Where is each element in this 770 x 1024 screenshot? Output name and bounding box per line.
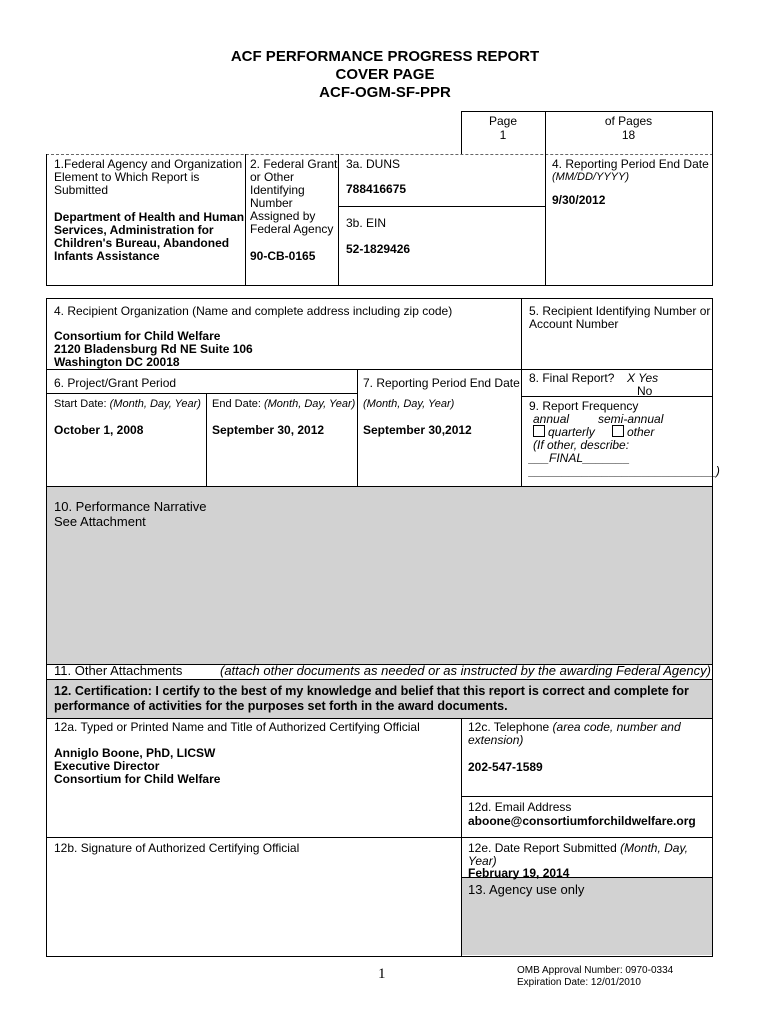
signature-label: 12b. Signature of Authorized Certifying Official bbox=[54, 841, 300, 855]
rule bbox=[46, 298, 713, 299]
agency-value: Infants Assistance bbox=[54, 249, 160, 263]
of-pages-value: 18 bbox=[621, 128, 636, 142]
recipient-id-label: Account Number bbox=[529, 317, 619, 331]
omb-number: OMB Approval Number: 0970-0334 bbox=[517, 965, 674, 976]
end-date-hint: (Month, Day, Year) bbox=[263, 398, 356, 410]
official-title: Executive Director bbox=[54, 759, 160, 773]
agency-use-label: 13. Agency use only bbox=[468, 882, 585, 897]
official-name: Anniglo Boone, PhD, LICSW bbox=[54, 746, 216, 760]
rule bbox=[46, 718, 713, 719]
page-number: 1 bbox=[378, 966, 386, 982]
official-org: Consortium for Child Welfare bbox=[54, 772, 221, 786]
telephone-label: 12c. Telephone bbox=[468, 720, 550, 734]
certification-line: 12. Certification: I certify to the best of my knowledge and belief that this report is correct and complete for bbox=[54, 684, 689, 698]
end-date-label bbox=[212, 398, 355, 411]
rule bbox=[46, 154, 713, 155]
rule bbox=[46, 298, 47, 956]
frequency-if-other: (If other, describe: bbox=[533, 438, 630, 452]
grant-label: 2. Federal Grant bbox=[250, 157, 338, 171]
rep-end-value: September 30,2012 bbox=[363, 423, 472, 437]
official-label: 12a. Typed or Printed Name and Title of Authorized Certifying Official bbox=[54, 720, 420, 734]
rule bbox=[46, 393, 357, 394]
other-checkbox[interactable] bbox=[612, 425, 624, 437]
date-submitted-label-line bbox=[468, 841, 688, 855]
quarterly-label: quarterly bbox=[548, 425, 595, 439]
period-end-label: 4. Reporting Period End Date bbox=[552, 157, 709, 171]
recipient-label: 4. Recipient Organization (Name and complete address including zip code) bbox=[54, 304, 453, 318]
rule bbox=[521, 298, 522, 486]
final-report-yes bbox=[627, 371, 658, 385]
rule bbox=[46, 679, 713, 680]
attachments-label: 11. Other Attachments bbox=[54, 663, 183, 678]
rule bbox=[338, 206, 545, 207]
page-value: 1 bbox=[499, 128, 507, 142]
date-submitted-label: 12e. Date Report Submitted bbox=[468, 841, 617, 855]
duns-value: 788416675 bbox=[346, 182, 407, 196]
frequency-annual: annual bbox=[533, 412, 570, 426]
narrative-label: 10. Performance Narrative bbox=[54, 499, 207, 514]
frequency-close: ____________________________) bbox=[529, 464, 720, 478]
frequency-label: 9. Report Frequency bbox=[529, 399, 639, 413]
agency-label: Element to Which Report is bbox=[54, 170, 200, 184]
rule bbox=[46, 154, 47, 285]
rep-end-hint: (Month, Day, Year) bbox=[363, 398, 455, 410]
date-submitted-value: February 19, 2014 bbox=[468, 866, 570, 880]
frequency-semi-annual: semi-annual bbox=[598, 412, 664, 426]
rule bbox=[46, 956, 713, 957]
recipient-address: Washington DC 20018 bbox=[54, 355, 180, 369]
grant-number: 90-CB-0165 bbox=[250, 249, 316, 263]
rep-end-label: 7. Reporting Period End Date bbox=[363, 376, 520, 390]
final-report-no: No bbox=[637, 384, 653, 398]
start-date-hint: (Month, Day, Year) bbox=[109, 398, 201, 410]
grant-label: or Other bbox=[250, 170, 295, 184]
end-date-value: September 30, 2012 bbox=[212, 423, 325, 437]
telephone-hint: (area code, number and bbox=[552, 720, 681, 734]
ein-value: 52-1829426 bbox=[346, 242, 411, 256]
agency-value: Services, Administration for bbox=[54, 223, 214, 237]
grant-label: Assigned by bbox=[250, 209, 316, 223]
recipient-name: Consortium for Child Welfare bbox=[54, 329, 221, 343]
date-submitted-hint: Year) bbox=[468, 854, 497, 868]
duns-label: 3a. DUNS bbox=[346, 157, 401, 171]
rule bbox=[46, 486, 713, 487]
page-label: Page bbox=[488, 114, 518, 128]
period-end-format: (MM/DD/YYYY) bbox=[552, 171, 629, 183]
telephone-hint: extension) bbox=[468, 733, 524, 747]
start-date-label-text: Start Date: bbox=[54, 398, 107, 410]
certification-line: performance of activities for the purposes set forth in the award documents. bbox=[54, 699, 508, 713]
telephone-value: 202-547-1589 bbox=[468, 760, 543, 774]
frequency-final: ___FINAL_______ bbox=[529, 451, 630, 465]
start-date-label bbox=[54, 398, 201, 411]
of-pages-label: of Pages bbox=[604, 114, 653, 128]
rule bbox=[338, 154, 339, 285]
period-end-value: 9/30/2012 bbox=[552, 193, 606, 207]
agency-label: 1.Federal Agency and Organization bbox=[54, 157, 243, 171]
start-date-value: October 1, 2008 bbox=[54, 423, 144, 437]
grant-label: Number bbox=[250, 196, 293, 210]
rule bbox=[46, 837, 713, 838]
agency-label: Submitted bbox=[54, 183, 109, 197]
frequency-other-option[interactable] bbox=[612, 425, 654, 439]
form-subtitle: COVER PAGE bbox=[335, 66, 435, 83]
ein-label: 3b. EIN bbox=[346, 216, 387, 230]
grant-label: Identifying bbox=[250, 183, 305, 197]
email-label: 12d. Email Address bbox=[468, 800, 572, 814]
form-title: ACF PERFORMANCE PROGRESS REPORT bbox=[230, 48, 540, 65]
frequency-quarterly-option[interactable] bbox=[533, 425, 595, 439]
rule bbox=[712, 111, 713, 154]
rule bbox=[461, 796, 713, 797]
agency-value: Department of Health and Human bbox=[54, 210, 245, 224]
final-report-yes-mark: X bbox=[627, 371, 636, 385]
recipient-id-label: 5. Recipient Identifying Number or bbox=[529, 304, 711, 318]
final-report-yes-label: Yes bbox=[638, 371, 659, 385]
rule bbox=[245, 154, 246, 285]
quarterly-checkbox[interactable] bbox=[533, 425, 545, 437]
telephone-label-line bbox=[468, 720, 681, 734]
final-report-label: 8. Final Report? bbox=[529, 371, 615, 385]
end-date-label-text: End Date: bbox=[212, 398, 261, 410]
rule bbox=[206, 393, 207, 486]
attachments-note: (attach other documents as needed or as instructed by the awarding Federal Agency) bbox=[220, 663, 711, 678]
rule bbox=[461, 111, 713, 112]
date-submitted-hint: (Month, Day, bbox=[620, 841, 688, 855]
expiration-date: Expiration Date: 12/01/2010 bbox=[517, 977, 641, 988]
narrative-value: See Attachment bbox=[54, 514, 146, 529]
rule bbox=[712, 154, 713, 285]
rule bbox=[521, 396, 713, 397]
recipient-address: 2120 Bladensburg Rd NE Suite 106 bbox=[54, 342, 253, 356]
email-value: aboone@consortiumforchildwelfare.org bbox=[468, 814, 696, 828]
rule bbox=[46, 285, 713, 286]
rule bbox=[357, 369, 358, 486]
rule bbox=[46, 369, 713, 370]
grant-label: Federal Agency bbox=[250, 222, 334, 236]
rule bbox=[545, 154, 546, 285]
other-label: other bbox=[627, 425, 655, 439]
agency-value: Children's Bureau, Abandoned bbox=[54, 236, 230, 250]
grant-period-label: 6. Project/Grant Period bbox=[54, 376, 177, 390]
form-code: ACF-OGM-SF-PPR bbox=[319, 84, 451, 101]
